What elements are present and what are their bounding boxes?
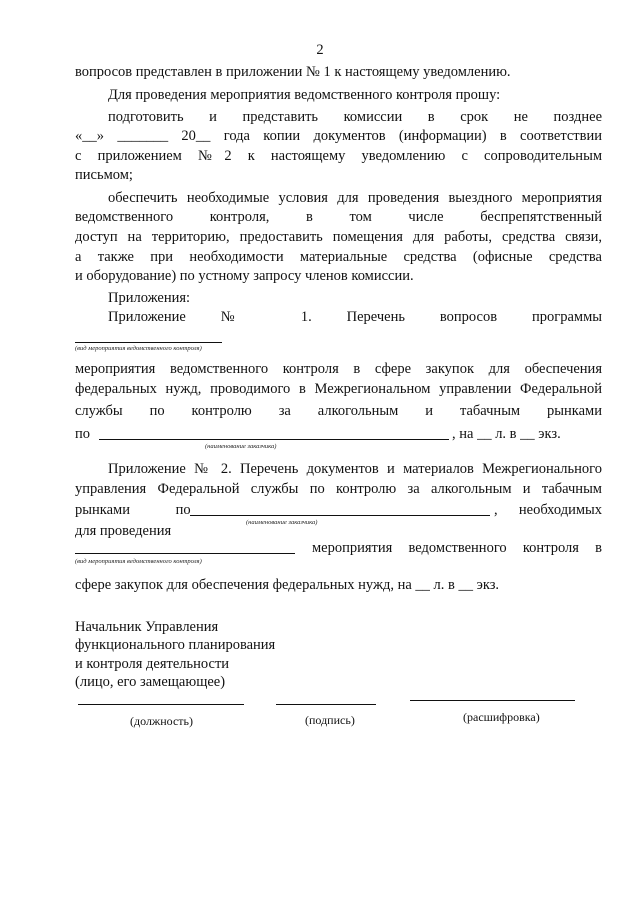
app2-blank-type [75, 553, 295, 554]
app1-line5-suffix: , на __ л. в __ экз. [452, 426, 561, 442]
app2-blank-customer [190, 515, 490, 516]
position-caption: (должность) [130, 714, 193, 728]
item1-line1: подготовить и представить комиссии в срок не позднее [108, 109, 602, 125]
request-intro: Для проведения мероприятия ведомственного контроля прошу: [108, 87, 501, 103]
attachments-heading: Приложения: [108, 290, 191, 306]
item2-line5: и оборудование) по устному запросу членов комиссии. [75, 268, 414, 284]
app1-blank-customer [99, 439, 449, 440]
signature-line [276, 704, 376, 705]
app2-line5: мероприятия ведомственного контроля в [312, 540, 602, 556]
item2-line3: доступ на территорию, предоставить помещения для работы, средства связи, [75, 229, 602, 245]
signature-caption: (подпись) [305, 713, 355, 727]
item1-line4: письмом; [75, 167, 133, 183]
app1-caption-customer: (наименование заказчика) [205, 443, 277, 450]
app1-line1: Приложение № 1. Перечень вопросов программы [108, 309, 602, 325]
app2-line6: сфере закупок для обеспечения федеральных нужд, на __ л. в __ экз. [75, 577, 500, 593]
app2-line3-prefix: рынками по [75, 502, 191, 518]
intro-line: вопросов представлен в приложении № 1 к настоящему уведомлению. [75, 64, 511, 80]
app2-line4: для проведения [75, 523, 172, 539]
app2-caption-type: (вид мероприятия ведомственного контроля) [75, 558, 202, 565]
page-number: 2 [316, 42, 324, 58]
app2-line1: Приложение № 2. Перечень документов и материалов Межрегионального [108, 461, 602, 477]
position-line [78, 704, 244, 705]
decryption-caption: (расшифровка) [463, 710, 540, 724]
signatory-line4: (лицо, его замещающее) [75, 674, 226, 690]
app2-caption-customer: (наименование заказчика) [246, 519, 318, 526]
app1-line3: федеральных нужд, проводимого в Межрегиональном управлении Федеральной [75, 381, 602, 397]
app1-line4: службы по контролю за алкогольным и табачным рынками [75, 403, 602, 419]
app1-line2: мероприятия ведомственного контроля в сфере закупок для обеспечения [75, 361, 602, 377]
app1-blank-type [75, 342, 222, 343]
signatory-line1: Начальник Управления [75, 619, 219, 635]
app2-line2: управления Федеральной службы по контролю за алкогольным и табачным [75, 481, 602, 497]
decryption-line [410, 700, 575, 701]
signatory-line3: и контроля деятельности [75, 656, 230, 672]
app2-line3-suffix: , необходимых [494, 502, 602, 518]
app1-caption-type: (вид мероприятия ведомственного контроля) [75, 345, 202, 352]
item2-line2: ведомственного контроля, в том числе беспрепятственный [75, 209, 602, 225]
item2-line1: обеспечить необходимые условия для проведения выездного мероприятия [108, 190, 602, 206]
item1-line3: с приложением №2 к настоящему уведомлению с сопроводительным [75, 148, 602, 164]
item2-line4: а также при необходимости материальные средства (офисные средства [75, 249, 602, 265]
item1-line2: «__» _______ 20__ года копии документов (информации) в соответствии [75, 128, 602, 144]
app1-line5-prefix: по [75, 426, 91, 442]
signatory-line2: функционального планирования [75, 637, 276, 653]
